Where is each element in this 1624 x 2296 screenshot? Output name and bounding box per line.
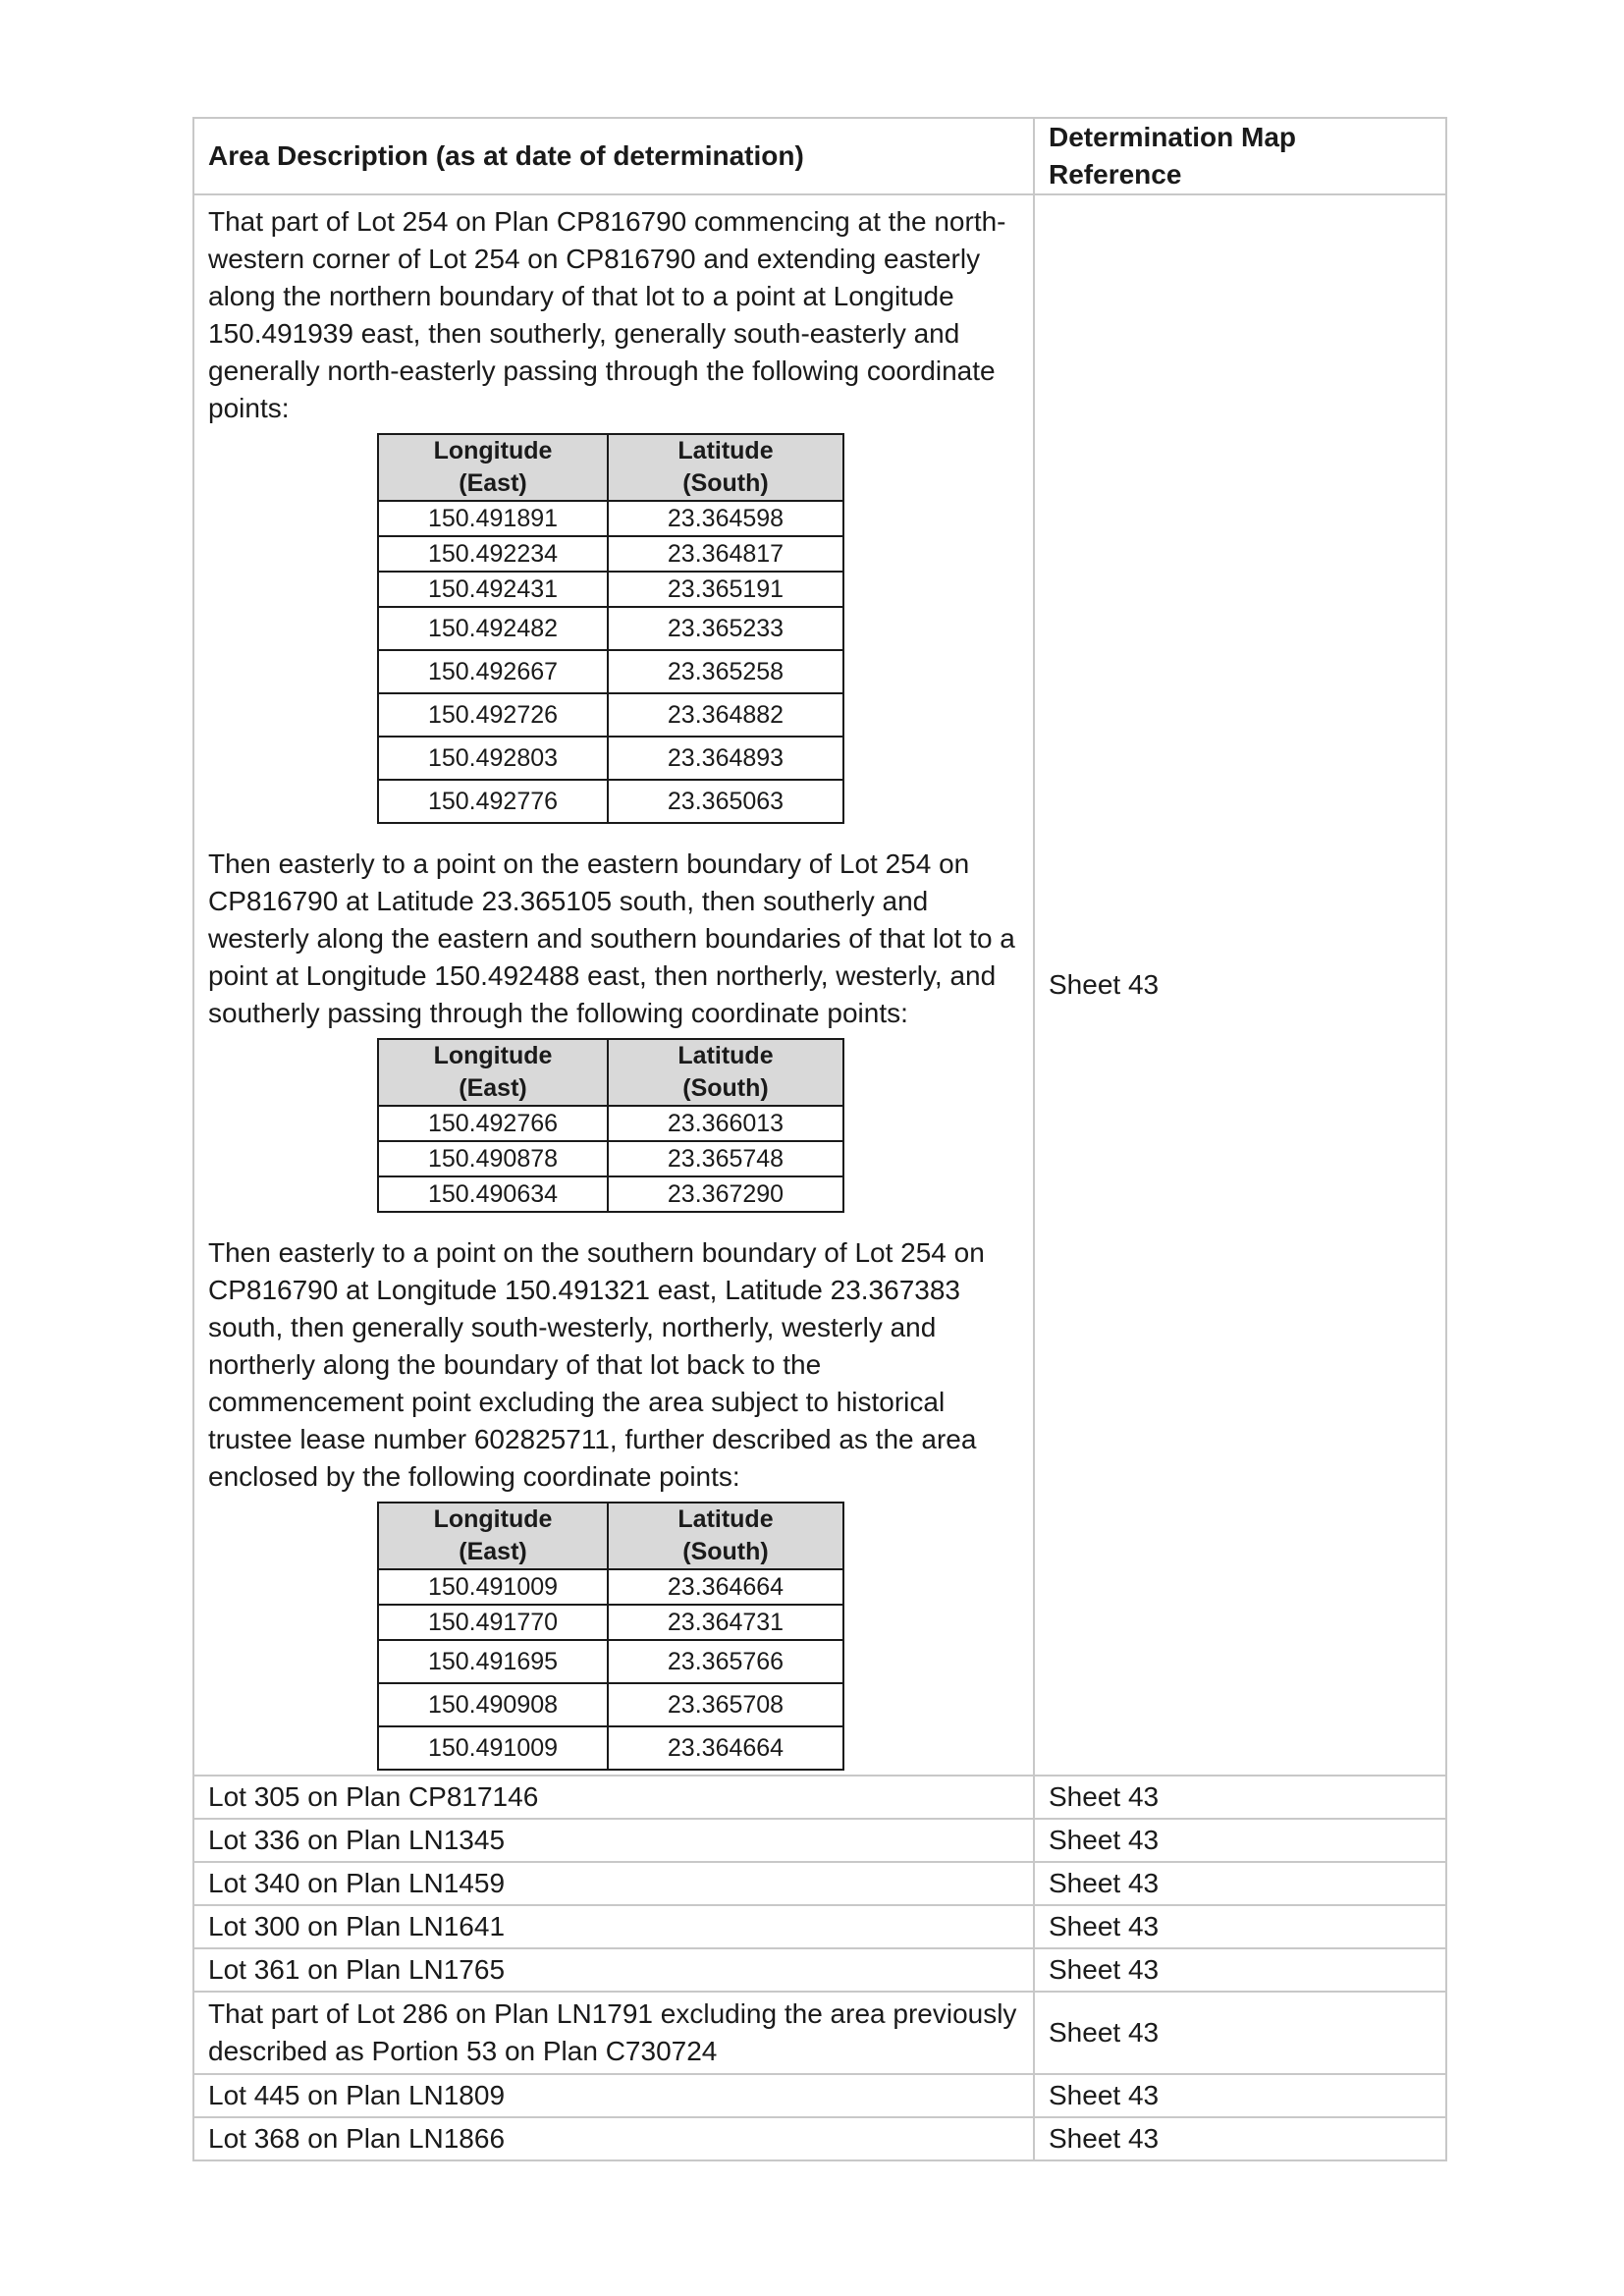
coordinate-row [378, 1726, 843, 1770]
longitude-header: Longitude (East) [378, 434, 608, 501]
coordinate-row [378, 1141, 843, 1176]
coordinate-value: 23.367290 [608, 1176, 843, 1212]
row-description: Lot 445 on Plan LN1809 [193, 2074, 1034, 2117]
row-description: Lot 361 on Plan LN1765 [193, 1948, 1034, 1992]
coordinate-value: 23.364882 [608, 693, 843, 737]
coordinate-value: 150.492667 [378, 650, 608, 693]
table-row [193, 2074, 1446, 2117]
coordinate-row [378, 1605, 843, 1640]
latitude-header: Latitude (South) [608, 1503, 843, 1569]
latitude-header: Latitude (South) [608, 1039, 843, 1106]
row-sheet: Sheet 43 [1034, 1948, 1446, 1992]
row-description: Lot 305 on Plan CP817146 [193, 1776, 1034, 1819]
coordinate-value: 23.364731 [608, 1605, 843, 1640]
coordinate-row [378, 780, 843, 823]
longitude-header: Longitude (East) [378, 1503, 608, 1569]
row-sheet: Sheet 43 [1034, 1819, 1446, 1862]
coordinate-value: 23.364664 [608, 1569, 843, 1605]
coordinate-row [378, 1106, 843, 1141]
coordinate-value: 23.364817 [608, 536, 843, 572]
row-sheet: Sheet 43 [1034, 2117, 1446, 2160]
row-description: Lot 336 on Plan LN1345 [193, 1819, 1034, 1862]
row-description: That part of Lot 286 on Plan LN1791 excluding the area previously described as Portion 53 on Plan C730724 [193, 1992, 1034, 2074]
coordinate-header-row [378, 1503, 843, 1569]
paragraph-1: That part of Lot 254 on Plan CP816790 commencing at the north-western corner of Lot 254 on CP816790 and extending easterly along the northern boundary of that lot to a point at Longitude 150.491939 east, then southerly, generally south-easterly and generally north-easterly passing through the following coordinate points: [208, 206, 1006, 423]
coordinate-value: 150.491009 [378, 1569, 608, 1605]
table-row [193, 1948, 1446, 1992]
table-row [193, 1819, 1446, 1862]
coordinate-value: 23.364664 [608, 1726, 843, 1770]
coordinate-row [378, 1683, 843, 1726]
coordinate-row [378, 536, 843, 572]
coordinate-value: 150.492482 [378, 607, 608, 650]
coordinate-value: 23.364598 [608, 501, 843, 536]
coordinate-value: 23.365258 [608, 650, 843, 693]
table-row [193, 194, 1446, 1776]
table-row [193, 2117, 1446, 2160]
coordinate-row [378, 501, 843, 536]
coordinate-row [378, 1640, 843, 1683]
coordinate-row [378, 650, 843, 693]
paragraph-2: Then easterly to a point on the eastern boundary of Lot 254 on CP816790 at Latitude 23.365105 south, then southerly and westerly along the eastern and southern boundaries of that lot to a point at Longitude 150.492488 east, then northerly, westerly, and southerly passing through the following coordinate points: [208, 848, 1015, 1028]
coordinate-value: 23.365766 [608, 1640, 843, 1683]
coordinate-value: 150.492776 [378, 780, 608, 823]
coordinate-value: 23.365191 [608, 572, 843, 607]
first-entry-description [193, 194, 1034, 1776]
coordinate-value: 150.491695 [378, 1640, 608, 1683]
coordinate-value: 23.365748 [608, 1141, 843, 1176]
coordinate-value: 150.492726 [378, 693, 608, 737]
table-row [193, 1862, 1446, 1905]
coordinate-value: 23.365063 [608, 780, 843, 823]
coordinate-header-row [378, 1039, 843, 1106]
coordinate-row [378, 1176, 843, 1212]
coordinate-row [378, 1569, 843, 1605]
determination-table [192, 117, 1447, 2161]
coordinate-value: 150.492766 [378, 1106, 608, 1141]
row-sheet: Sheet 43 [1034, 1776, 1446, 1819]
coordinate-value: 150.492234 [378, 536, 608, 572]
coordinate-value: 150.490634 [378, 1176, 608, 1212]
coordinate-header-row [378, 434, 843, 501]
coordinate-value: 23.364893 [608, 737, 843, 780]
table-row [193, 1776, 1446, 1819]
coordinate-table-3 [377, 1502, 844, 1771]
table-row [193, 1905, 1446, 1948]
row-description: Lot 300 on Plan LN1641 [193, 1905, 1034, 1948]
coordinate-value: 23.366013 [608, 1106, 843, 1141]
paragraph-3: Then easterly to a point on the southern boundary of Lot 254 on CP816790 at Longitude 150.491321 east, Latitude 23.367383 south, then generally south-westerly, northerly, westerly and northerly along the boundary of that lot back to the commencement point excluding the area subject to historical trustee lease number 602825711, further described as the area enclosed by the following coordinate points: [208, 1237, 985, 1492]
row-description: Lot 368 on Plan LN1866 [193, 2117, 1034, 2160]
coordinate-row [378, 737, 843, 780]
coordinate-value: 150.491770 [378, 1605, 608, 1640]
row-sheet: Sheet 43 [1034, 1992, 1446, 2074]
coordinate-value: 150.492803 [378, 737, 608, 780]
header-area-description: Area Description (as at date of determination) [193, 118, 1034, 194]
row-sheet: Sheet 43 [1034, 1905, 1446, 1948]
row-description: Lot 340 on Plan LN1459 [193, 1862, 1034, 1905]
coordinate-value: 23.365708 [608, 1683, 843, 1726]
coordinate-value: 150.490878 [378, 1141, 608, 1176]
longitude-header: Longitude (East) [378, 1039, 608, 1106]
coordinate-value: 150.491009 [378, 1726, 608, 1770]
table-row [193, 1992, 1446, 2074]
latitude-header: Latitude (South) [608, 434, 843, 501]
header-map-reference: Determination Map Reference [1034, 118, 1446, 194]
first-entry-sheet: Sheet 43 [1034, 194, 1446, 1776]
table-header-row [193, 118, 1446, 194]
coordinate-row [378, 693, 843, 737]
coordinate-row [378, 607, 843, 650]
coordinate-value: 23.365233 [608, 607, 843, 650]
row-sheet: Sheet 43 [1034, 1862, 1446, 1905]
coordinate-value: 150.492431 [378, 572, 608, 607]
coordinate-value: 150.490908 [378, 1683, 608, 1726]
row-sheet: Sheet 43 [1034, 2074, 1446, 2117]
coordinate-table-1 [377, 433, 844, 824]
coordinate-value: 150.491891 [378, 501, 608, 536]
coordinate-row [378, 572, 843, 607]
coordinate-table-2 [377, 1038, 844, 1213]
